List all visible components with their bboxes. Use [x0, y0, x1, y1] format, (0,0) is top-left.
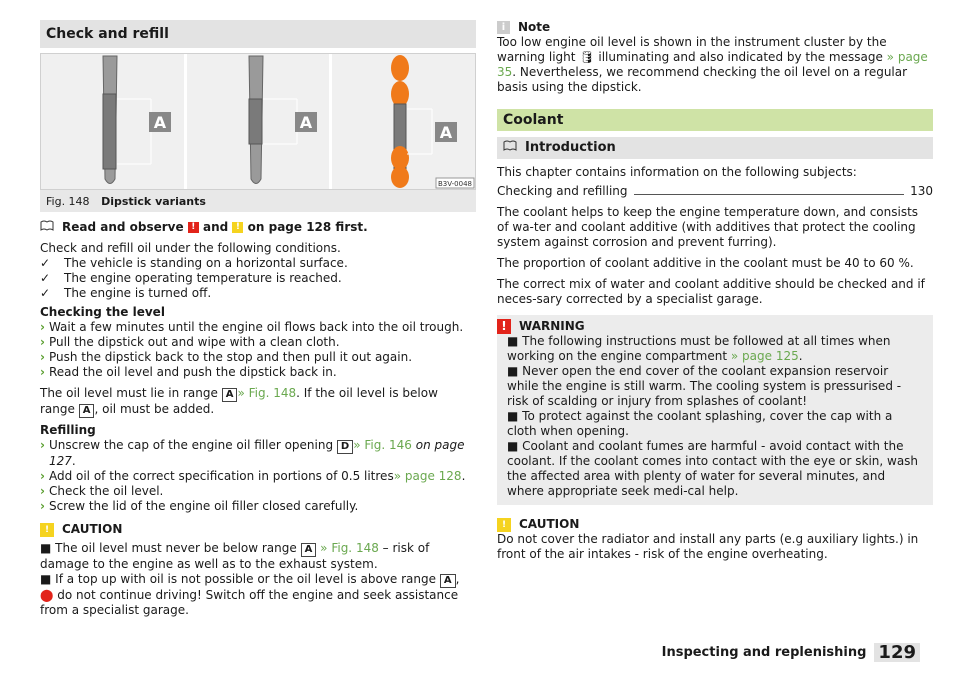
- left-column: [40, 20, 476, 618]
- arrow-icon: ›: [40, 320, 45, 334]
- warning-icon: !: [188, 222, 199, 233]
- dipstick-panel-2: [187, 54, 330, 189]
- check-icon: ✓: [40, 271, 51, 285]
- condition-item: ✓ The engine operating temperature is reached.: [40, 271, 342, 285]
- checking-title: Checking the level: [40, 305, 165, 319]
- section-title: Check and refill: [40, 20, 476, 48]
- dipstick-figure: [40, 53, 476, 190]
- range-a-box: A: [79, 404, 95, 418]
- book-icon: [40, 220, 54, 235]
- caution-icon: !: [40, 523, 54, 537]
- note-text: Too low engine oil level is shown in the instrument cluster by the warning light 🛢 illuminating and also indicated by the message » page 35. Nevertheless, we recommend checking the oil level on a regular basis using the dipstick.: [497, 35, 928, 94]
- step-item: › Screw the lid of the engine oil filler closed carefully.: [40, 499, 359, 513]
- step-item: › Pull the dipstick out and wipe with a clean cloth.: [40, 335, 340, 349]
- info-icon: i: [497, 21, 510, 34]
- intro-text: This chapter contains information on the following subjects:: [497, 165, 857, 179]
- footer-section: Inspecting and replenishing: [661, 645, 867, 660]
- figure-number: Fig. 148: [46, 195, 90, 208]
- coolant-para-2: The proportion of coolant additive in the coolant must be 40 to 60 %.: [497, 256, 914, 270]
- arrow-icon: ›: [40, 499, 45, 513]
- warning-box: [497, 315, 933, 505]
- arrow-icon: ›: [40, 469, 45, 483]
- caution-icon: !: [497, 518, 511, 532]
- caution-item: ■ If a top up with oil is not possible or the oil level is above range A , ⬤ do not continue driving! Switch off the engine and seek assistance from a specialist garage.: [40, 572, 460, 617]
- step-item: › Unscrew the cap of the engine oil filler opening D » Fig. 146 on page 127.: [40, 438, 465, 468]
- step-item: › Wait a few minutes until the engine oil flows back into the oil trough.: [40, 320, 464, 334]
- refilling-title: Refilling: [40, 423, 96, 437]
- arrow-icon: ›: [40, 438, 45, 452]
- note-heading: i Note: [497, 20, 933, 35]
- oil-lamp-icon: 🛢: [579, 50, 595, 64]
- fig-label-a-3: A: [440, 123, 453, 142]
- step-item: › Read the oil level and push the dipstick back in.: [40, 365, 337, 379]
- dipstick-3-drawing: [332, 54, 475, 189]
- warning-item: ■ The following instructions must be followed at all times when working on the engine compartment » page 125.: [507, 334, 891, 363]
- caution-item: ■ The oil level must never be below range A » Fig. 148 – risk of damage to the engine as well as to the exhaust system.: [40, 541, 430, 571]
- caution-icon: !: [232, 222, 243, 233]
- coolant-title: Coolant: [497, 109, 933, 131]
- condition-item: ✓ The vehicle is standing on a horizontal surface.: [40, 256, 348, 270]
- range-a-box: A: [222, 388, 238, 402]
- fig-link[interactable]: » Fig. 146: [353, 438, 412, 452]
- step-item: › Check the oil level.: [40, 484, 164, 498]
- oil-warning-icon: ⬤: [40, 588, 54, 602]
- dipstick-1-drawing: [41, 54, 184, 189]
- arrow-icon: ›: [40, 335, 45, 349]
- figure-caption: [40, 190, 476, 212]
- warning-icon: !: [497, 319, 511, 334]
- warning-item: ■ Never open the end cover of the coolant expansion reservoir while the engine is still warm. The cooling system is pressurised - risk of scalding or injury from splashes of coolant!: [507, 364, 902, 408]
- caution-heading: ! CAUTION: [40, 522, 476, 537]
- opening-d-box: D: [337, 440, 353, 454]
- coolant-para-1: The coolant helps to keep the engine temperature down, and consists of wa-ter and coolant additive (with additives that protect the cooling system against corrosion and prevent furring).: [497, 205, 919, 249]
- figure-title: Dipstick variants: [101, 195, 206, 208]
- introduction-title: Introduction: [497, 137, 933, 159]
- arrow-icon: ›: [40, 365, 45, 379]
- warning-heading: ! WARNING: [497, 319, 923, 334]
- page-link[interactable]: » page 128: [393, 469, 462, 483]
- dipstick-panel-1: [41, 54, 184, 189]
- figure-code: B3V-0048: [438, 180, 473, 188]
- conditions-intro: Check and refill oil under the following conditions.: [40, 241, 341, 255]
- right-column: [497, 20, 933, 562]
- coolant-para-3: The correct mix of water and coolant additive should be checked and if neces-sary corrected by a specialist garage.: [497, 277, 925, 306]
- caution-heading: ! CAUTION: [497, 517, 933, 532]
- warning-item: ■ To protect against the coolant splashing, cover the cap with a cloth when opening.: [507, 409, 893, 438]
- step-item: › Add oil of the correct specification in portions of 0.5 litres» page 128.: [40, 469, 466, 483]
- condition-item: ✓ The engine is turned off.: [40, 286, 212, 300]
- page-footer: [662, 643, 920, 662]
- fig-label-a-2: A: [299, 113, 312, 132]
- toc-entry[interactable]: Checking and refilling 130: [497, 184, 933, 198]
- caution-text: Do not cover the radiator and install any parts (e.g auxiliary lights.) in front of the air intakes - risk of the engine overheating.: [497, 532, 919, 561]
- arrow-icon: ›: [40, 350, 45, 364]
- fig-link[interactable]: » Fig. 148: [237, 386, 297, 400]
- read-observe-line: Read and observe ! and ! on page 128 first.: [40, 220, 476, 235]
- book-icon: [503, 137, 517, 159]
- page-number: 129: [874, 643, 920, 662]
- check-icon: ✓: [40, 286, 51, 300]
- check-icon: ✓: [40, 256, 51, 270]
- oil-level-text: The oil level must lie in range A » Fig. 148. If the oil level is below range A , oil must be added.: [40, 386, 438, 416]
- step-item: › Push the dipstick back to the stop and then pull it out again.: [40, 350, 413, 364]
- dipstick-2-drawing: [187, 54, 330, 189]
- warning-item: ■ Coolant and coolant fumes are harmful - avoid contact with the coolant. If the coolant comes into contact with the eye or skin, wash the affected area with plenty of water for several minutes, and where appropriate seek medi-cal help.: [507, 439, 919, 498]
- arrow-icon: ›: [40, 484, 45, 498]
- fig-label-a-1: A: [153, 113, 167, 132]
- dipstick-panel-3: [332, 54, 475, 189]
